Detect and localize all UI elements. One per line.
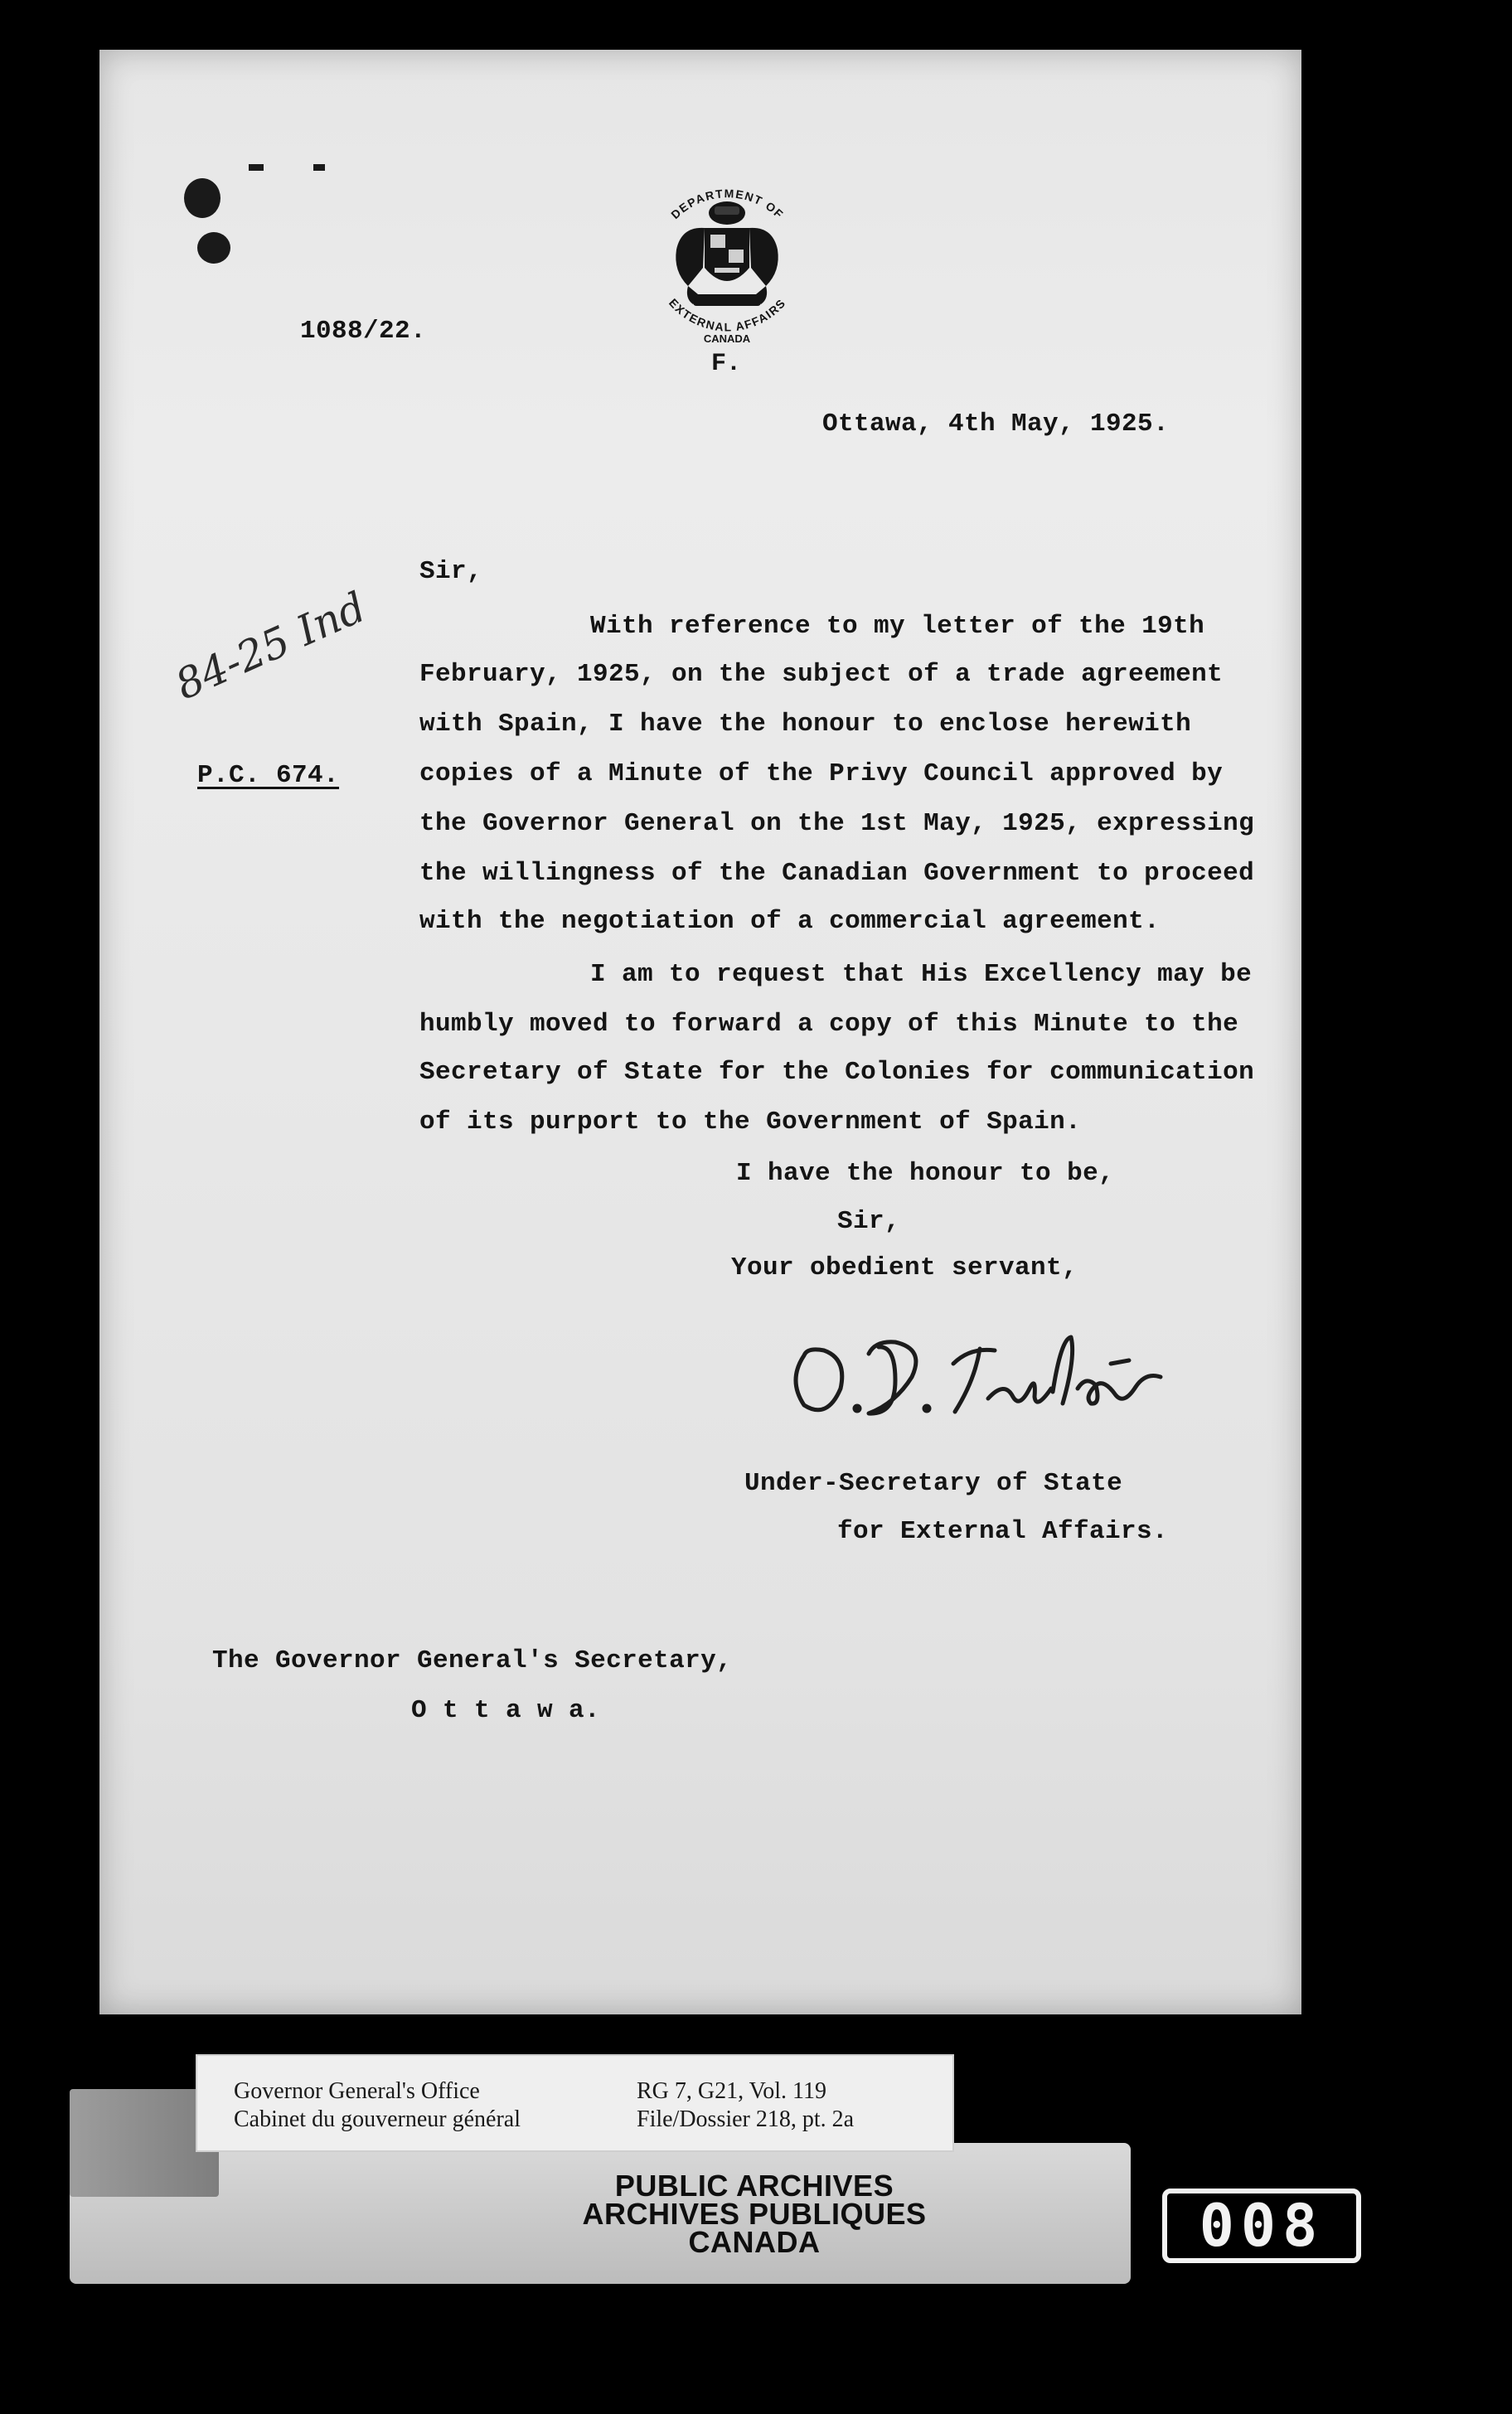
body-line: copies of a Minute of the Privy Council approved by <box>419 759 1224 788</box>
body-line: the Governor General on the 1st May, 1925, expressing <box>419 809 1255 838</box>
body-line: I am to request that His Excellency may be <box>590 960 1253 989</box>
signatory-title-line: for External Affairs. <box>837 1517 1169 1546</box>
signature <box>771 1306 1185 1438</box>
closing-line: Your obedient servant, <box>731 1253 1078 1282</box>
addressee-line: The Governor General's Secretary, <box>212 1646 733 1675</box>
signatory-title-line: Under-Secretary of State <box>744 1469 1123 1498</box>
body-line: with Spain, I have the honour to enclose herewith <box>419 710 1192 739</box>
closing-line: Sir, <box>837 1207 901 1236</box>
punch-hole-top <box>184 178 220 218</box>
closing-line: I have the honour to be, <box>736 1159 1115 1188</box>
punch-hole-bottom <box>197 232 230 264</box>
frame-number: 008 <box>1162 2189 1361 2263</box>
ink-mark <box>249 164 264 171</box>
dateline: Ottawa, 4th May, 1925. <box>822 410 1170 439</box>
office-en: Governor General's Office <box>234 2078 480 2104</box>
seal-letter-f: F. <box>711 350 742 378</box>
public-archives-stamp <box>497 2169 1011 2259</box>
coat-of-arms-icon <box>676 201 778 306</box>
record-group: RG 7, G21, Vol. 119 <box>637 2078 826 2104</box>
seal-arc-bottom: EXTERNAL AFFAIRS <box>666 295 789 334</box>
department-seal <box>638 170 817 348</box>
stamp-line-2: ARCHIVES PUBLIQUES <box>582 2197 927 2231</box>
body-line: with the negotiation of a commercial agreement. <box>419 907 1161 936</box>
pc-reference: P.C. 674. <box>197 761 340 790</box>
body-line: February, 1925, on the subject of a trade agreement <box>419 660 1224 689</box>
body-line: humbly moved to forward a copy of this Minute to the <box>419 1010 1239 1039</box>
ink-mark <box>313 164 325 171</box>
stamp-line-1: PUBLIC ARCHIVES <box>614 2169 894 2203</box>
file-dossier: File/Dossier 218, pt. 2a <box>637 2106 855 2132</box>
salutation: Sir, <box>419 557 483 586</box>
archive-label-card <box>196 2054 954 2152</box>
seal-arc-top: DEPARTMENT OF <box>668 187 787 222</box>
stamp-line-3: CANADA <box>688 2225 821 2259</box>
body-line: Secretary of State for the Colonies for communication <box>419 1058 1255 1087</box>
letter-page <box>99 50 1301 2014</box>
file-number: 1088/22. <box>300 317 427 346</box>
office-fr: Cabinet du gouverneur général <box>234 2106 521 2132</box>
body-line: the willingness of the Canadian Government to proceed <box>419 859 1255 888</box>
handwritten-margin-note: 84-25 Ind <box>168 583 373 710</box>
body-line: With reference to my letter of the 19th <box>590 612 1205 641</box>
body-line: of its purport to the Government of Spain. <box>419 1108 1082 1137</box>
seal-country: CANADA <box>703 332 751 345</box>
addressee-line: O t t a w a. <box>411 1696 601 1725</box>
